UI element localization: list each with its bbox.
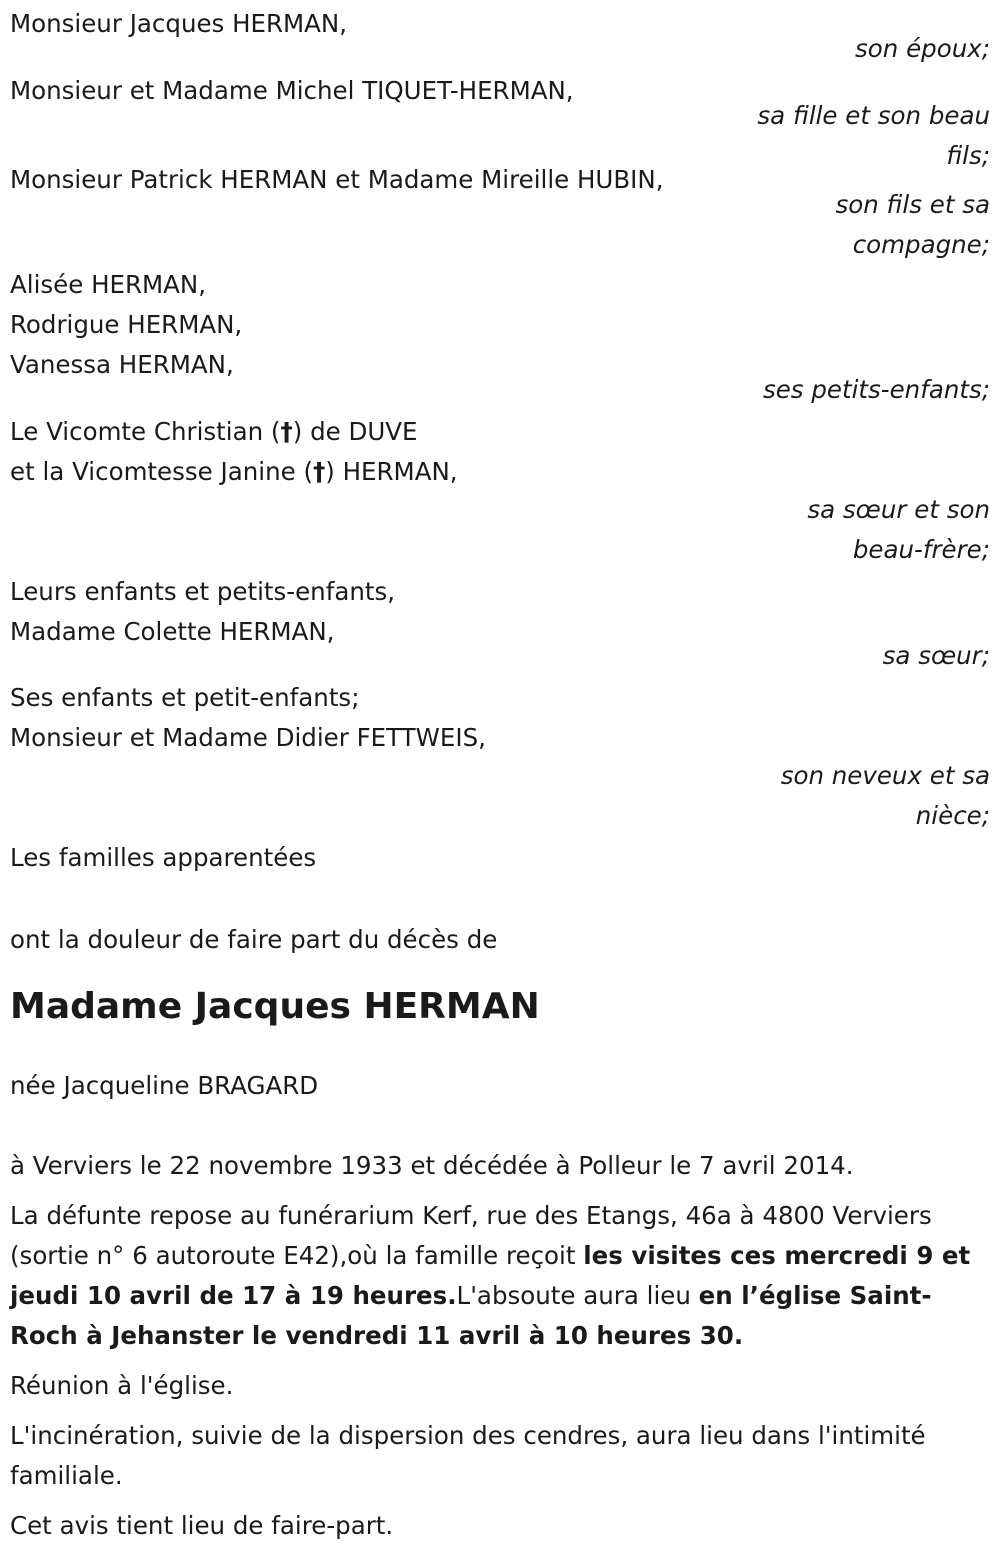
born-name: née Jacqueline BRAGARD: [10, 1071, 319, 1100]
closing-text: Cet avis tient lieu de faire-part.: [10, 1511, 394, 1540]
relation-label: ses petits-enfants;: [762, 375, 990, 404]
family-name-line: Monsieur et Madame Michel TIQUET-HERMAN,: [10, 76, 574, 105]
relation-label: sa fille et son beau: [757, 101, 990, 130]
spacer: [10, 880, 990, 920]
reunion-text: Réunion à l'église.: [10, 1371, 234, 1400]
name-part: ) HERMAN,: [325, 457, 458, 486]
funeral-details: [10, 1196, 990, 1356]
cremation-text: L'incinération, suivie de la dispersion des cendres, aura lieu dans l'intimité familiale.: [10, 1421, 926, 1490]
relation-label: nièce;: [915, 801, 990, 830]
visits-text: les visites ces mercredi 9 et jeudi 10 avril de 17 à 19 heures.: [10, 1241, 971, 1310]
family-name-line: Monsieur Patrick HERMAN et Madame Mireille HUBIN,: [10, 165, 664, 194]
family-name-line: Les familles apparentées: [10, 843, 317, 872]
family-entry-sister-duve: [10, 412, 990, 570]
deceased-name: Madame Jacques HERMAN: [10, 986, 540, 1027]
family-name-line: Leurs enfants et petits-enfants,: [10, 577, 396, 606]
announcement-text: ont la douleur de faire part du décès de: [10, 925, 498, 954]
relation-label: sa sœur et son: [807, 495, 990, 524]
relation-label: son neveux et sa: [780, 761, 990, 790]
funeral-text: La défunte repose au funérarium Kerf, rue des Etangs, 46a à 4800 Verviers (sortie n° 6 autoroute E42),où la famille reçoit: [10, 1201, 932, 1270]
relation-label: son époux;: [855, 34, 990, 63]
dagger-icon: †: [280, 417, 293, 446]
family-name-line: [10, 452, 990, 492]
family-entry-sister-colette: [10, 572, 990, 676]
family-name-line: Ses enfants et petit-enfants;: [10, 683, 360, 712]
spacer: [10, 1106, 990, 1146]
family-name-line: [10, 412, 990, 452]
relation-label: son fils et sa: [835, 190, 990, 219]
funeral-text: L'absoute aura lieu: [456, 1281, 699, 1310]
birth-death-text: à Verviers le 22 novembre 1933 et décédée à Polleur le 7 avril 2014.: [10, 1151, 854, 1180]
name-part: ) de DUVE: [292, 417, 418, 446]
absoute-text: en l’église Saint-Roch à Jehanster le vendredi 11 avril à 10 heures 30.: [10, 1281, 932, 1350]
relation-label: sa sœur;: [882, 641, 990, 670]
family-name-line: Rodrigue HERMAN,: [10, 310, 243, 339]
family-name-line: Monsieur Jacques HERMAN,: [10, 9, 348, 38]
relation-label: beau-frère;: [852, 535, 990, 564]
relation-label: fils;: [946, 141, 990, 170]
family-entry-relatives: [10, 838, 990, 878]
family-name-line: Alisée HERMAN,: [10, 270, 207, 299]
family-name-line: Madame Colette HERMAN,: [10, 617, 335, 646]
family-entry-grandchildren: [10, 265, 990, 410]
dagger-icon: †: [313, 457, 326, 486]
family-entry-nephew: [10, 678, 990, 836]
family-name-line: Vanessa HERMAN,: [10, 350, 234, 379]
name-part: et la Vicomtesse Janine (: [10, 457, 314, 486]
relation-label: compagne;: [852, 230, 990, 259]
family-name-line: Monsieur et Madame Didier FETTWEIS,: [10, 723, 486, 752]
name-part: Le Vicomte Christian (: [10, 417, 281, 446]
family-entry-son: [10, 160, 990, 265]
family-entry-husband: [10, 4, 990, 69]
